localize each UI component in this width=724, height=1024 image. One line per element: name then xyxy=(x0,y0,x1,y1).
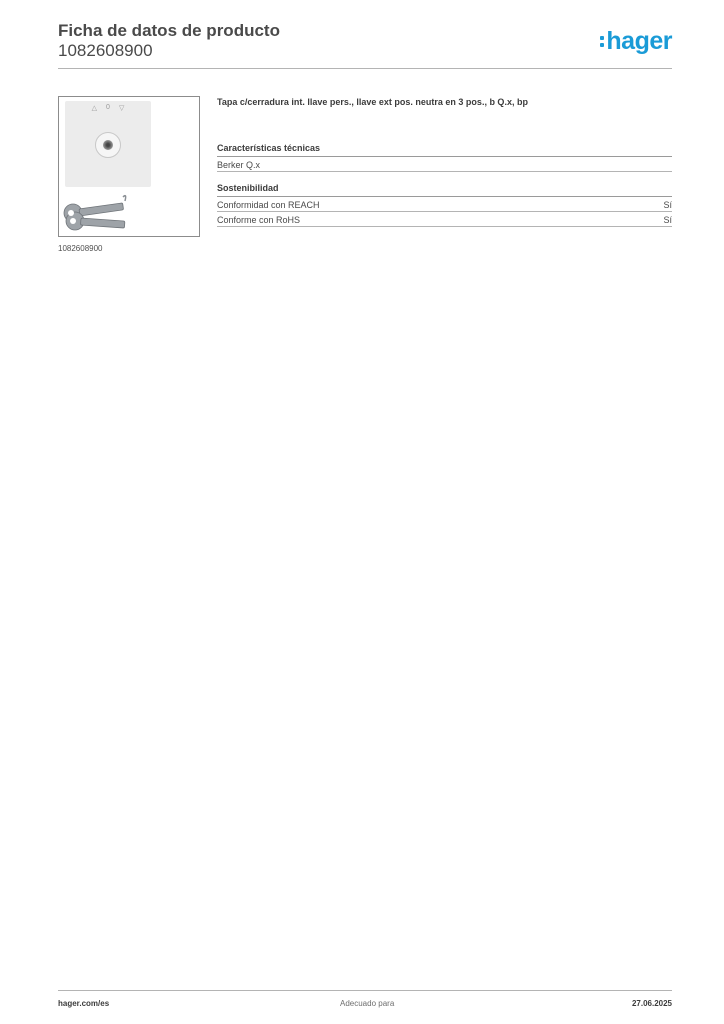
up-arrow-icon: △ xyxy=(91,105,98,112)
product-image xyxy=(58,96,200,237)
logo-colon-icon xyxy=(600,36,604,47)
plate-symbols xyxy=(65,104,151,112)
row-label: Berker Q.x xyxy=(217,160,261,170)
section-sustainability xyxy=(217,183,672,227)
product-description: Tapa c/cerradura int. llave pers., llave ext pos. neutra en 3 pos., b Q.x, bp xyxy=(217,97,528,107)
footer-divider xyxy=(58,990,672,991)
row-label: Conformidad con REACH xyxy=(217,200,320,210)
row-label: Conforme con RoHS xyxy=(217,215,301,225)
footer-suitable-for: Adecuado para xyxy=(340,999,395,1008)
table-row xyxy=(217,212,672,227)
product-number: 1082608900 xyxy=(58,41,153,60)
section-technical xyxy=(217,143,672,172)
table-row xyxy=(217,157,672,172)
lock-cylinder-icon xyxy=(95,132,121,158)
header-divider xyxy=(58,68,672,69)
footer-website-link[interactable]: hager.com/es xyxy=(58,999,110,1008)
product-details xyxy=(217,96,672,225)
document-title: Ficha de datos de producto xyxy=(58,21,280,40)
table-row xyxy=(217,197,672,212)
page-header xyxy=(58,21,672,61)
section-title: Sostenibilidad xyxy=(217,183,672,197)
image-caption: 1082608900 xyxy=(58,244,103,253)
switch-plate-image xyxy=(65,101,151,187)
down-arrow-icon: ▽ xyxy=(118,105,125,112)
section-title: Características técnicas xyxy=(217,143,672,157)
row-value: Sí xyxy=(663,200,672,210)
row-value: Sí xyxy=(663,215,672,225)
keys-icon xyxy=(61,191,131,233)
neutral-icon: 0 xyxy=(106,104,110,111)
logo-text: hager xyxy=(606,27,672,55)
hager-logo xyxy=(600,27,672,55)
footer-date: 27.06.2025 xyxy=(631,999,672,1008)
